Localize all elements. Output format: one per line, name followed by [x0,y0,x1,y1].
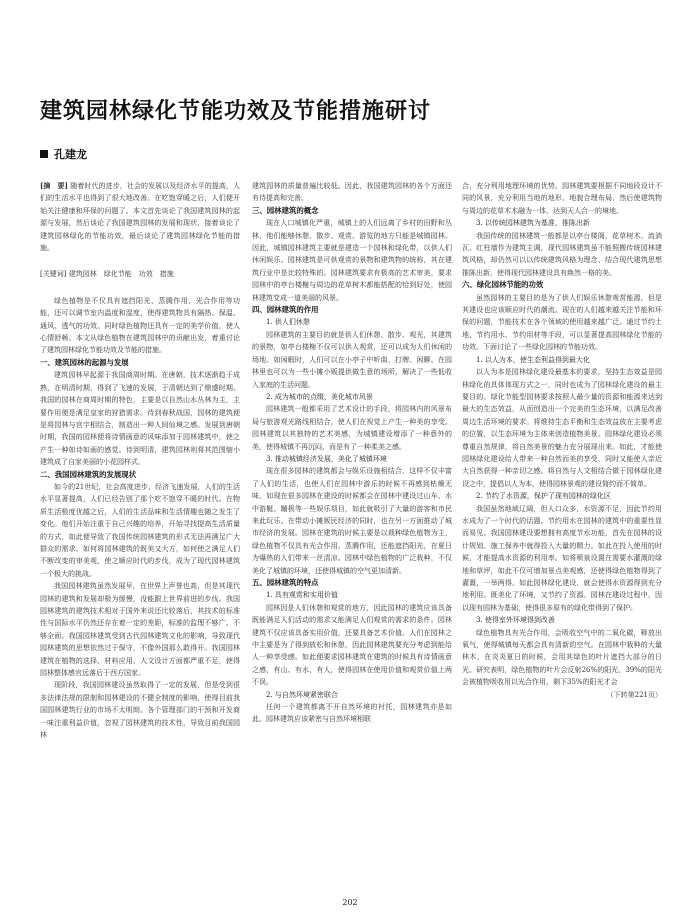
square-bullet-icon [40,150,48,158]
continued-note: （下转第221页） [606,690,662,699]
paragraph: 现阶段，我国园林建设虽然取得了一定的发展，但是受到很多法律法规的限制和园林建设的不健全制度的影响，使得目前我国园林建筑行业的市场不太明朗。各个管理部门的干预和开发商一味注重利益价值，忽视了园林建筑的技术性，导致目前我国园林 [40,681,240,740]
keywords [40,268,240,280]
subsection-heading: 2. 成为城市的点缀，美化城市风景 [266,392,373,401]
subsection-heading: 3. 推动城镇经济发展，美化了城镇环境 [266,454,387,463]
paragraph: 以人为本是园林绿化建设最基本的要求，坚持生态效益是园林绿化的具体体现方式之一，同时也成为了园林绿化建设的最主要目的。绿化节能型园林要求按照人最少量的资源和能源来达到最大的生态效益，从而创造出一个完美的生态环境，以满足改善周边生活环境的要求。将维持生态平衡和生态效益放在主要考虑的位置，以生态环境为主体来创造植物美景。园林绿化建设必须尊重自然规律，将自然美景的魅力充分展现出来。如此，才能使园林绿化建设给人带来一种自然而美的享受，同时又能使人亲近大自然获得一种亲切之感。将自然与人文相结合做于园林绿化建设之中，提倡以人为本，使得园林景观的建设简约而不简单。 [462,368,662,488]
subsection-heading: 3. 以传统园林建筑为基准，推陈出新 [476,219,590,228]
section-heading: 三、园林建筑的概念 [252,205,319,215]
subsection-heading: 1. 供人们休憩 [266,318,310,327]
section-heading: 四、园林建筑的作用 [252,305,319,315]
author-line [40,146,87,162]
paragraph: 我国虽然地域辽阔，但人口众多，水资源不足，因此节约用水成为了一个时代的话题。节约用水在园林的建筑中的重要性显而易见。我国园林建设要想拥有高度节水功能，首先在园林的设计规划、施工保养中就得投入大量的精力。如此在投入使用的时候，才能提高水资源的利用率。如将喷泉设置在需要水灌溉的绿地和草坪，如此不仅可增加景点美观感，还使得绿色植物得到了灌溉，一举两得。如此园林绿化建设，就会使得水资源得到充分地利用。既美化了环境，又节约了资源。园林在建设过程中，因以现有园林为基础，使得很多原有的绿化带得到了保护。 [462,504,662,612]
abstract-label: [摘 要] [40,181,68,190]
subsection-heading: 1. 以人为本，使生态利益得到最大化 [476,355,590,364]
keywords-label: [关键词] [40,270,67,279]
column-2 [252,180,452,726]
paragraph: 园林建筑一般都采用了艺术设计的手段，将园林内的风景布局与旅游观光路线相结合，使人们在视觉上产生一种美的享受。园林建筑以其独特的艺术美感，为城镇建设增添了一种意外的美，使得城镇不再沉闷，而是有了一种柔美之感。 [252,405,452,451]
subsection-heading: 2. 节约了水资源，保护了现有园林的绿化区 [476,492,611,501]
paragraph: 现在很多园林的建筑都会与娱乐设施相结合，这样不仅丰富了人们的生活，也使人们在园林中游乐的时候不再感到枯燥无味。如现在很多园林在建设的时候都会在园林中建设过山车、水中游艇、蹦极等一些娱乐项目，如此就吸引了大量的游客和市民来此玩乐。在带动小摊贩民经济的同时，也在另一方面推动了城市经济的发展。园林在建筑的时候主要是以栽种绿色植物为主，绿色植物不仅具有光合作用、蒸腾作用，还能遮挡阳光，在夏日为爆热的人们带来一丝清凉。园林中绿色植物的广泛栽种，不仅美化了城镇的环境，还使得城镇的空气更加清新。 [252,467,452,575]
paragraph: 园林因是人们休憩和观赏的地方，因此园林的建筑应该具备既能满足人们活动的需求又能满足人们观赏的需求的条件。园林建筑不仅应该具备实用价值，还要具备艺术价值。人们在园林之中主要是为了得到放松和休憩，因此园林建筑要充分考虑到能给人一种享受感。如此便要求园林建筑在建筑的时候具有诗情画意之感，有山、有水、有人，使得园林在使用价值和观赏价值上两不误。 [252,603,452,687]
article-title: 建筑园林绿化节能功效及节能措施研讨 [40,99,432,124]
column-3 [462,180,662,701]
paragraph: 任何一个建筑都离不开自然环境的衬托，园林建筑亦是如此。园林建筑应该紧密与自然环境相联 [252,703,452,724]
keywords-text: 建筑园林 绿化节能 功效 措施 [68,270,174,279]
paragraph: 园林建筑的主要目的就是供人们休憩、散步、观光，其建筑的景物，如亭台楼榭不仅可以供人观赏，还可以成为人们休闲的场地。如闲暇时，人们可以在小亭子中听曲、打牌、闲聊。在园林里也可以为一些小摊小贩提供做生意的场所，解决了一些低收入家庭的生活问题。 [252,330,452,389]
paragraph: 合，充分利用地理环境的优势。园林建筑要根据不同地段设计不同的风景，充分利用当地的地形、地貌合理布局，然后使建筑物与周边的花草木木融为一体，达到天人合一的境地。 [462,182,662,215]
subsection-heading: 2. 与自然环境紧密联合 [266,690,338,699]
subsection-heading: 1. 具有观赏和实用价值 [266,591,338,600]
paragraph: 如今的21世纪，社会高度进步，经济飞速发展，人们的生活水平显著提高，人们已经告别了那个吃不饱穿不暖的时代。在物质生活极度优越之后，人们的生活品味和生活情趣也随之发生了变化。他们开始注重于自己兴趣的培养，开始寻找提高生活质量的方式，如此便导致了我国传统园林建筑的形式无法再满足广大群众的需求。如何将园林建筑的既美又大方，如何使之满足人们不断改变的审美观，使之顺应时代的步伐，成为了现代园林建筑一个极大的挑战。 [40,482,240,578]
column-2-body [252,180,452,726]
paragraph: 我国园林建筑虽然发展早，在世界上声誉也高，但是其现代园林的建筑和发展却极为缓慢，没能跟上世界前进的步伐。我国园林建筑的建筑技术相对于国外来说还比较落后，其技术的标准性与国际水平仍然还存在着一定的差距，标准的监理不够广、不够全面。我国园林建筑受到古代园林建筑文化的影响，导致现代园林建筑的思想依然过于保守，不像外国那么敢得开。我国园林建筑在植物的选择、材料应用、人文设计方面都严重不足，使得园林整体感官远落后于西方国家。 [40,582,240,678]
paragraph: 建筑园林的质量普遍比较低。因此，我国建筑园林的各个方面还有待提高和完善。 [252,182,452,203]
section-heading: 五、园林建筑的特点 [252,578,319,587]
section-heading: 一、建筑园林的起源与发展 [40,357,129,367]
section-heading: 二、我国园林建筑的发展现状 [40,469,137,479]
author-name: 孔建龙 [54,148,87,161]
page-number: 202 [342,898,358,907]
section-heading: 六、绿化园林节能的功效 [462,280,544,290]
subsection-heading: 3. 使得室外环境得到改善 [476,616,555,625]
paragraph: 建筑园林早起源于我国商周时期。在唐朝，技术逐渐趋于成熟，在明清时期，得到了飞速的发展，于清朝达到了鼎盛时期。我国的园林在商周时期的特色，主要是以自然山水丛林为主，主要作用便是满足皇家的狩猎需求。待到春秋战国，园林的建筑便是将园林与宫宇相结合，制造出一种人间仙境之感。发展到唐朝时期，我国的园林便将诗情画意的风味添加于园林建筑中，使之产生一种如诗如画的感觉。待到明清，建筑园林则将其范围缩小建筑成了自家美丽的小花园样式。 [40,371,240,467]
paragraph: 绿色植物具有光合作用，会吸收空气中的二氧化碳，释放出氧气，使得城镇每天都会具有清新的空气。在园林中栽种的大量林木，在炎炎夏日的时候，会用其绿色的叶片遮挡大部分的日光。研究表明，绿色植物的叶片会反射26%的阳光，39%的阳光会被植物吸收用以光合作用，剩下35%的阳光才会 [462,628,662,687]
paragraph: 绿色植物是不仅具有遮挡阳光、蒸腾作用、光合作用等功能，还可以调节室内温度和湿度，使得建筑物具有隔热、保温、通风、透气的功效。同时绿色植物还具有一定的美学价值，使人心情舒畅。本文从绿色植物在建筑园林中的贡献出发，着重讨论了建筑园林绿化节能功效及节能的措施。 [40,296,240,355]
column-1 [40,180,240,741]
paragraph: 虽然园林的主要目的是为了供人们娱乐休憩观赏能源，但是其建设也应该顺应时代的潮流。现在的人们越来越关注节能和环保的问题，节能技术在各个领域的使用越来越广泛。通过节约土地、节约用水、节约用材等手段，可以显著提高园林绿化节能的功效。下面讨论了一些绿化园林的节能功效。 [462,293,662,352]
abstract [40,180,240,254]
paragraph: 我国传统的园林建筑一般都是以亭台楼阁、花草树木、流淌瓦、红柱墙作为建筑主调，现代园林建筑虽不能照搬传统园林建筑风格，却仍然可以以传统建筑风格为理念，结合现代建筑思想推陈出新，使得现代园林建设具有焕然一格的美。 [462,231,662,277]
column-3-body [462,180,662,701]
abstract-text: 随着时代的进步，社会的发展以及经济水平的提高，人们的生活水平也得到了很大地改善。在吃饱穿暖之后，人们便开始关注健康和环保的问题了。本文首先谈论了我国建筑园林的起源与发展，然后谈论了我国建筑园林的发展和现状，接着谈论了建筑园林绿化的节能功效，最后谈论了建筑园林绿化节能的措施。 [40,182,241,253]
column-1-body [40,295,240,742]
paragraph: 现在人口城镇化严重，城镇上的人们远离了乡村的田野和丛林，他们能够休憩、散步、观赏、游览的地方只能是城镇园林。因此，城镇园林建筑主要就是建造一个园林和绿化带，以供人们休闲娱乐。园林建筑是可供观赏的景物和建筑物的统称，其在建筑行业中是比较特殊的。园林建筑要求有极高的艺术审美，要求园林中的亭台楼榭与周边的花草树木都能搭配的恰到好处，使园林建筑变成一道美丽的风景。 [252,219,452,302]
